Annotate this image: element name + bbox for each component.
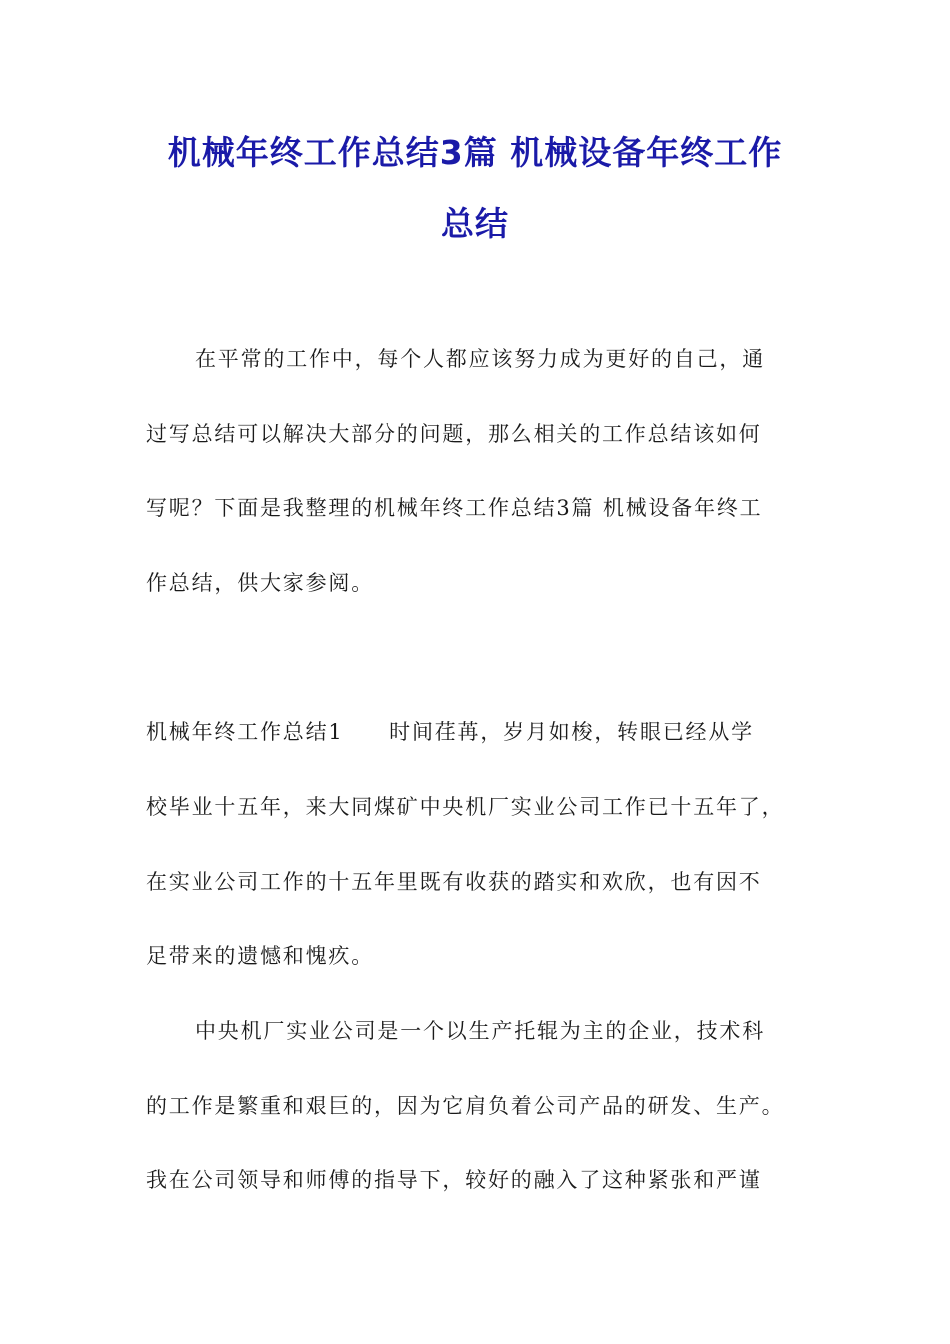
document-title-line-1: 机械年终工作总结3篇 机械设备年终工作 — [167, 133, 783, 172]
paragraph-2-line-3: 在实业公司工作的十五年里既有收获的踏实和欢欣，也有因不 — [146, 870, 762, 894]
paragraph-1-line-3: 写呢？下面是我整理的机械年终工作总结3篇 机械设备年终工 — [146, 496, 763, 520]
document-title-line-2: 总结 — [441, 204, 509, 243]
paragraph-1-line-4: 作总结，供大家参阅。 — [146, 571, 374, 595]
paragraph-2-line-1: 机械年终工作总结1 时间荏苒，岁月如梭，转眼已经从学 — [146, 720, 754, 744]
paragraph-1-line-2: 过写总结可以解决大部分的问题，那么相关的工作总结该如何 — [146, 422, 762, 446]
paragraph-1-line-1: 在平常的工作中，每个人都应该努力成为更好的自己，通 — [195, 347, 765, 371]
paragraph-3-line-2: 的工作是繁重和艰巨的，因为它肩负着公司产品的研发、生产。 — [146, 1094, 785, 1118]
paragraph-2-line-2: 校毕业十五年，来大同煤矿中央机厂实业公司工作已十五年了， — [146, 795, 785, 819]
paragraph-3-line-1: 中央机厂实业公司是一个以生产托辊为主的企业，技术科 — [195, 1019, 765, 1043]
paragraph-3-line-3: 我在公司领导和师傅的指导下，较好的融入了这种紧张和严谨 — [146, 1168, 762, 1192]
paragraph-2-line-4: 足带来的遗憾和愧疚。 — [146, 944, 374, 968]
